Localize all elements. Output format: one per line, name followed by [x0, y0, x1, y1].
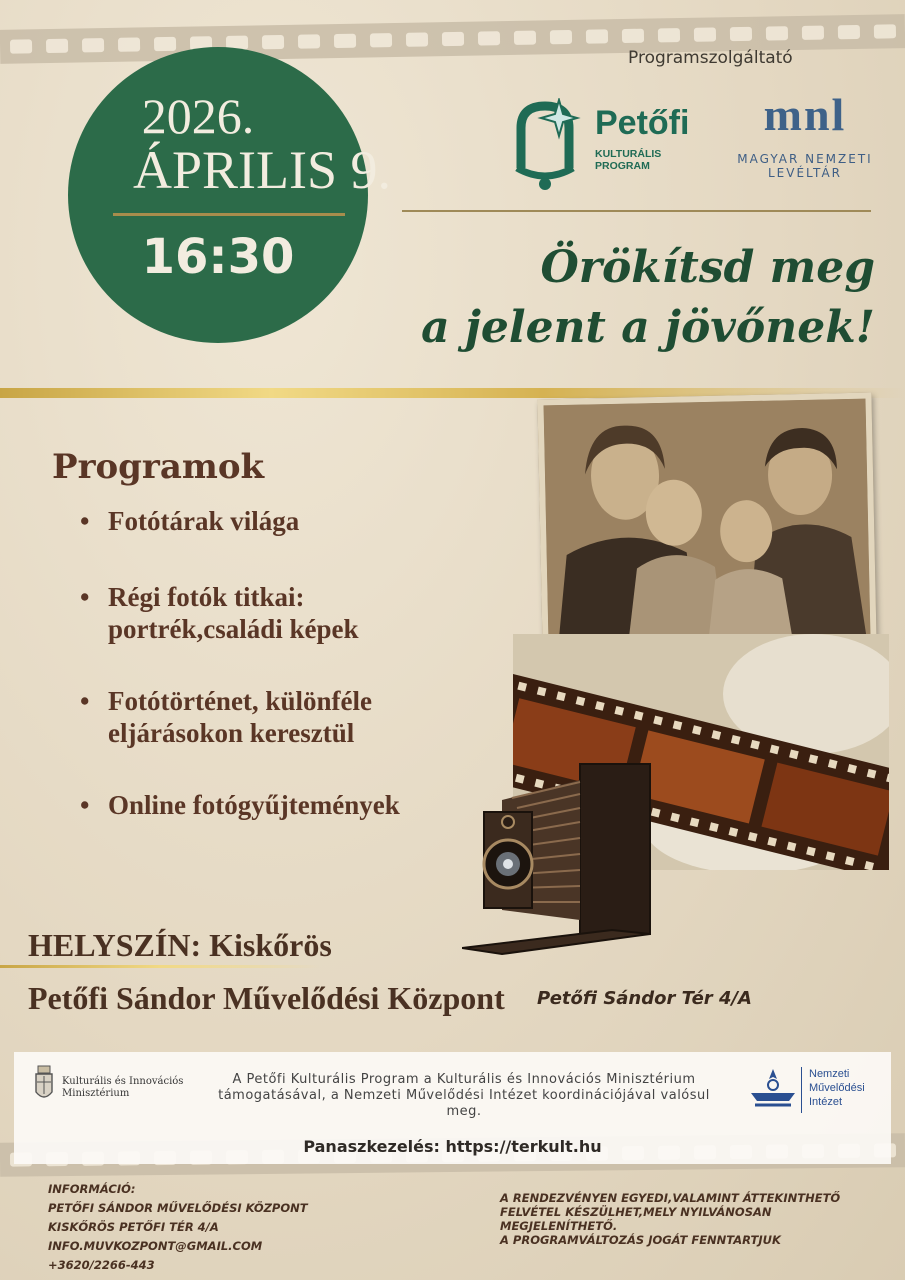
program-item-line1: Fotótárak világa [108, 506, 300, 536]
program-item [80, 505, 400, 537]
nmi-logo-line2: Művelődési [809, 1082, 865, 1094]
mnl-logo-line1: MAGYAR NEMZETI [737, 152, 873, 166]
sponsor-statement: A Petőfi Kulturális Program a Kulturális és Innovációs Minisztérium támogatásával, a Nemzeti Művelődési Intézet koordinációjával valósul meg. [218, 1072, 710, 1119]
contact-info [48, 1180, 308, 1275]
mnl-logo-mark: mnl [763, 89, 847, 140]
venue-underline [0, 965, 320, 968]
venue-label: HELYSZÍN: Kiskőrös [28, 927, 332, 963]
film-sprocket-hole [874, 24, 896, 38]
event-date-year: 2026. [141, 88, 255, 144]
nmi-emblem-icon [749, 1067, 797, 1113]
event-date-day: ÁPRILIS 9. [133, 140, 392, 200]
film-sprocket-hole [334, 34, 356, 48]
film-sprocket-hole [730, 27, 752, 41]
film-sprocket-hole [82, 38, 104, 52]
mnl-logo-line2: LEVÉLTÁR [767, 166, 843, 180]
notice-line4: A PROGRAMVÁLTOZÁS JOGÁT FENNTARTJUK [500, 1233, 781, 1247]
header-divider [402, 210, 871, 212]
film-sprocket-hole [586, 29, 608, 43]
vintage-family-photo [537, 393, 876, 650]
info-phone[interactable]: +3620/2266-443 [48, 1258, 155, 1272]
program-item [80, 581, 400, 645]
ministry-logo [32, 1064, 192, 1110]
petofi-logo-name: Petőfi [595, 104, 690, 142]
venue-name: Petőfi Sándor Művelődési Központ [28, 980, 505, 1016]
film-sprocket-hole [478, 31, 500, 45]
info-organization: PETŐFI SÁNDOR MŰVELŐDÉSI KÖZPONT [48, 1201, 308, 1215]
coat-of-arms-icon [32, 1064, 56, 1104]
film-sprocket-hole [550, 30, 572, 44]
notice-line1: A RENDEZVÉNYEN EGYEDI,VALAMINT ÁTTEKINTHETŐ [500, 1191, 841, 1205]
petofi-emblem-icon [513, 98, 583, 193]
headline-line2: a jelent a jövőnek! [421, 302, 875, 353]
photo-notice [500, 1191, 840, 1247]
petofi-program-logo [513, 98, 688, 193]
notice-line2: FELVÉTEL KÉSZÜLHET,MELY NYILVÁNOSAN [500, 1205, 772, 1219]
info-email[interactable]: INFO.MUVKOZPONT@GMAIL.COM [48, 1239, 263, 1253]
provider-label: Programszolgáltató [628, 48, 793, 68]
program-item [80, 789, 400, 821]
nmi-logo-divider [801, 1067, 802, 1113]
film-sprocket-hole [766, 26, 788, 40]
sponsor-panel [14, 1052, 891, 1164]
ministry-logo-line1: Kulturális és Innovációs [62, 1076, 184, 1087]
date-circle [68, 47, 392, 343]
event-time: 16:30 [141, 229, 295, 285]
film-sprocket-hole [658, 28, 680, 42]
film-sprocket-hole [514, 31, 536, 45]
film-sprocket-hole [442, 32, 464, 46]
nmi-logo-text [809, 1067, 865, 1109]
headline-line1: Örökítsd meg [540, 242, 875, 293]
program-item [80, 685, 400, 749]
mnl-archive-logo [720, 89, 890, 192]
program-item-line1: Fotótörténet, különféle [108, 686, 372, 716]
headline [421, 238, 875, 358]
venue-address: Petőfi Sándor Tér 4/A [537, 988, 752, 1009]
film-sprocket-hole [694, 27, 716, 41]
info-heading: INFORMÁCIÓ: [48, 1182, 136, 1196]
film-sprocket-hole [370, 33, 392, 47]
film-sprocket-hole [262, 35, 284, 49]
ministry-logo-text [62, 1076, 183, 1100]
film-sprocket-hole [10, 39, 32, 53]
program-item-line1: Online fotógyűjtemények [108, 790, 400, 820]
film-sprocket-hole [622, 29, 644, 43]
vintage-camera-icon [462, 760, 657, 958]
ministry-logo-line2: Minisztérium [62, 1088, 130, 1099]
program-item-line1: Régi fotók titkai: [108, 582, 305, 612]
programs-list [80, 505, 400, 821]
nmi-logo [749, 1065, 889, 1115]
film-sprocket-hole [46, 39, 68, 53]
film-sprocket-hole [838, 25, 860, 39]
info-address: KISKŐRÖS PETŐFI TÉR 4/A [48, 1220, 219, 1234]
date-divider [113, 213, 345, 216]
family-photo-illustration [544, 399, 871, 644]
nmi-logo-line1: Nemzeti [809, 1068, 850, 1080]
notice-line3: MEGJELENÍTHETŐ. [500, 1219, 618, 1233]
programs-title: Programok [52, 447, 265, 487]
program-item-line2: eljárásokon keresztül [108, 718, 355, 748]
petofi-logo-subtitle: KULTURÁLIS PROGRAM [595, 148, 662, 172]
film-sprocket-hole [298, 34, 320, 48]
film-sprocket-hole [802, 26, 824, 40]
film-sprocket-hole [154, 37, 176, 51]
program-item-line2: portrék,családi képek [108, 614, 359, 644]
nmi-logo-line3: Intézet [809, 1096, 843, 1108]
complaints-link[interactable]: Panaszkezelés: https://terkult.hu [303, 1137, 602, 1156]
film-sprocket-hole [406, 32, 428, 46]
film-sprocket-hole [118, 37, 140, 51]
